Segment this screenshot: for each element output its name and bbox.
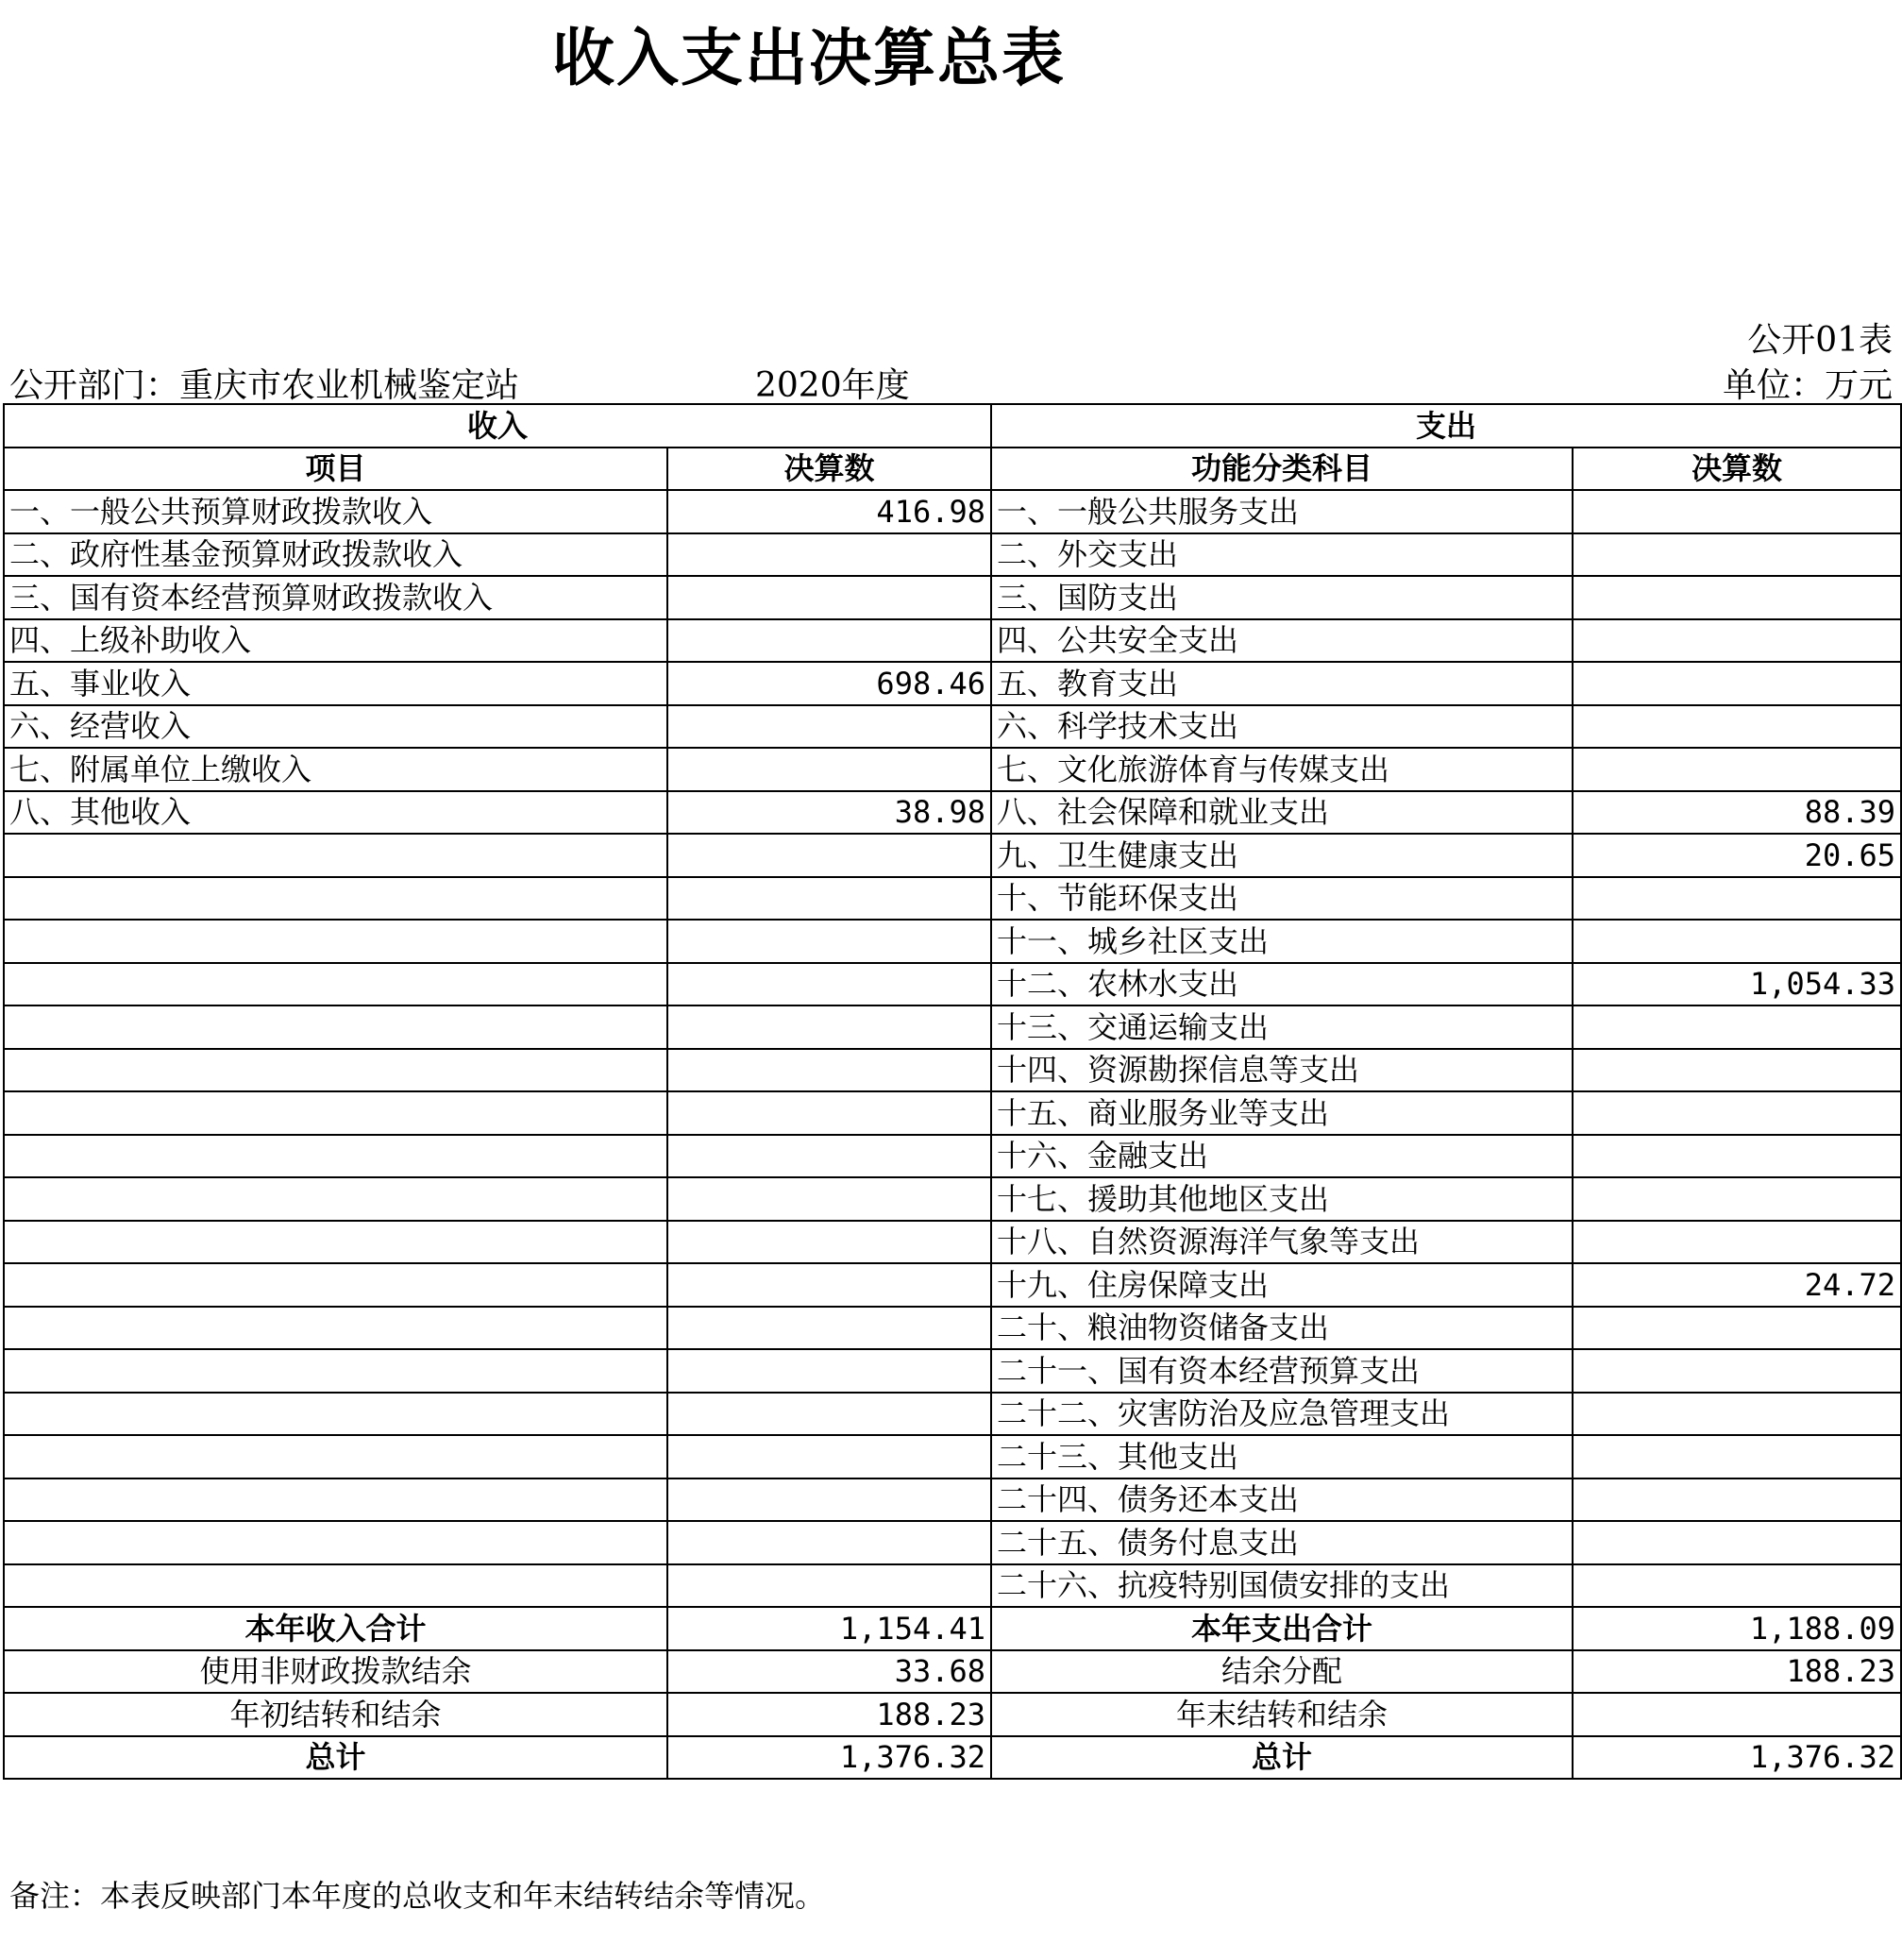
end-balance-label: 年末结转和结余 [991,1693,1573,1736]
expense-amount-cell [1573,1307,1901,1350]
income-amount-cell [667,920,991,963]
income-amount-cell [667,1478,991,1522]
income-amount-cell [667,1263,991,1307]
income-amount-cell [667,1435,991,1478]
expense-amount-cell: 24.72 [1573,1263,1901,1307]
total-income-value: 1,154.41 [667,1607,991,1650]
table-row [4,748,1901,791]
table-row [4,1349,1901,1393]
grand-total-row [4,1736,1901,1780]
income-item-cell: 七、附属单位上缴收入 [4,748,667,791]
expense-item-cell: 十四、资源勘探信息等支出 [991,1049,1573,1092]
expense-item-cell: 十七、援助其他地区支出 [991,1177,1573,1221]
table-row [4,662,1901,705]
page-title: 收入支出决算总表 [552,22,1066,94]
expense-amount-cell [1573,1221,1901,1264]
balance-row [4,1650,1901,1694]
expense-amount-cell: 1,054.33 [1573,963,1901,1006]
expense-item-cell: 四、公共安全支出 [991,619,1573,663]
income-item-cell [4,1177,667,1221]
income-item-cell [4,1049,667,1092]
total-row [4,1607,1901,1650]
table-row [4,1221,1901,1264]
income-item-cell [4,1307,667,1350]
table-row [4,877,1901,921]
expense-item-cell: 五、教育支出 [991,662,1573,705]
expense-item-cell: 二、外交支出 [991,533,1573,577]
income-item-cell [4,1349,667,1393]
header-row-1 [4,404,1901,448]
unit-label: 单位：万元 [1722,366,1893,405]
table-row [4,1049,1901,1092]
expense-amount-cell [1573,1005,1901,1049]
expense-item-cell: 二十六、抗疫特别国债安排的支出 [991,1564,1573,1608]
income-amount-cell [667,748,991,791]
table-row [4,1564,1901,1608]
expense-amount-cell [1573,1177,1901,1221]
expense-item-cell: 十五、商业服务业等支出 [991,1091,1573,1135]
table-row [4,533,1901,577]
income-item-cell [4,1091,667,1135]
footnote: 备注：本表反映部门本年度的总收支和年末结转结余等情况。 [9,1878,826,1914]
expense-amount-cell [1573,490,1901,533]
expense-amount-cell [1573,533,1901,577]
income-item-cell [4,1478,667,1522]
income-amount-cell [667,1393,991,1436]
income-amount-cell [667,1521,991,1564]
income-amount-cell [667,1135,991,1178]
income-amount-cell [667,1349,991,1393]
expense-item-cell: 六、科学技术支出 [991,705,1573,749]
expense-amount-cell: 20.65 [1573,834,1901,877]
total-expense-value: 1,188.09 [1573,1607,1901,1650]
table-row [4,1393,1901,1436]
income-amount-cell [667,533,991,577]
income-amount-cell [667,1221,991,1264]
expense-item-cell: 十二、农林水支出 [991,963,1573,1006]
expense-amount-cell [1573,748,1901,791]
income-item-cell: 八、其他收入 [4,791,667,835]
grand-income-value: 1,376.32 [667,1736,991,1780]
expense-item-cell: 九、卫生健康支出 [991,834,1573,877]
total-expense-label: 本年支出合计 [991,1607,1573,1650]
table-row [4,1091,1901,1135]
income-item-cell: 三、国有资本经营预算财政拨款收入 [4,576,667,619]
income-item-cell: 六、经营收入 [4,705,667,749]
total-income-label: 本年收入合计 [4,1607,667,1650]
expense-amount-cell [1573,1521,1901,1564]
expense-item-cell: 二十二、灾害防治及应急管理支出 [991,1393,1573,1436]
expense-amount-cell [1573,1091,1901,1135]
expense-amount-header: 决算数 [1573,448,1901,491]
nonfiscal-balance-label: 使用非财政拨款结余 [4,1650,667,1694]
table-row [4,1521,1901,1564]
expense-amount-cell [1573,576,1901,619]
income-header: 收入 [4,404,991,448]
expense-amount-cell [1573,1135,1901,1178]
expense-amount-cell [1573,1393,1901,1436]
income-item-cell [4,877,667,921]
income-amount-cell [667,1177,991,1221]
begin-balance-label: 年初结转和结余 [4,1693,667,1736]
table-row [4,1263,1901,1307]
income-item-cell [4,1564,667,1608]
year-label: 2020年度 [755,366,910,405]
table-row [4,705,1901,749]
income-item-cell [4,1263,667,1307]
expense-item-cell: 十、节能环保支出 [991,877,1573,921]
table-row [4,963,1901,1006]
item-header: 项目 [4,448,667,491]
income-item-cell: 二、政府性基金预算财政拨款收入 [4,533,667,577]
table-row [4,834,1901,877]
income-amount-cell [667,1564,991,1608]
expense-item-cell: 十一、城乡社区支出 [991,920,1573,963]
expense-amount-cell [1573,1435,1901,1478]
income-amount-cell [667,1307,991,1350]
carryover-row [4,1693,1901,1736]
table-row [4,1135,1901,1178]
nonfiscal-balance-value: 33.68 [667,1650,991,1694]
table-row [4,791,1901,835]
surplus-dist-value: 188.23 [1573,1650,1901,1694]
income-item-cell: 五、事业收入 [4,662,667,705]
table-row [4,619,1901,663]
expense-header: 支出 [991,404,1901,448]
expense-item-cell: 二十三、其他支出 [991,1435,1573,1478]
income-expense-table [3,403,1902,1780]
expense-item-cell: 二十一、国有资本经营预算支出 [991,1349,1573,1393]
expense-amount-cell [1573,1349,1901,1393]
expense-item-cell: 二十四、债务还本支出 [991,1478,1573,1522]
income-item-cell [4,920,667,963]
grand-income-label: 总计 [4,1736,667,1780]
func-category-header: 功能分类科目 [991,448,1573,491]
income-amount-cell: 416.98 [667,490,991,533]
income-item-cell: 一、一般公共预算财政拨款收入 [4,490,667,533]
income-item-cell [4,834,667,877]
income-amount-cell: 698.46 [667,662,991,705]
table-row [4,1435,1901,1478]
income-item-cell: 四、上级补助收入 [4,619,667,663]
expense-amount-cell [1573,1564,1901,1608]
income-item-cell [4,1435,667,1478]
expense-amount-cell [1573,1049,1901,1092]
expense-amount-cell: 88.39 [1573,791,1901,835]
begin-balance-value: 188.23 [667,1693,991,1736]
expense-item-cell: 十六、金融支出 [991,1135,1573,1178]
grand-expense-label: 总计 [991,1736,1573,1780]
surplus-dist-label: 结余分配 [991,1650,1573,1694]
income-amount-header: 决算数 [667,448,991,491]
income-amount-cell: 38.98 [667,791,991,835]
income-amount-cell [667,1005,991,1049]
expense-amount-cell [1573,662,1901,705]
income-amount-cell [667,877,991,921]
income-item-cell [4,963,667,1006]
table-row [4,1478,1901,1522]
expense-item-cell: 一、一般公共服务支出 [991,490,1573,533]
end-balance-value [1573,1693,1901,1736]
expense-item-cell: 十八、自然资源海洋气象等支出 [991,1221,1573,1264]
income-amount-cell [667,576,991,619]
expense-amount-cell [1573,705,1901,749]
expense-item-cell: 三、国防支出 [991,576,1573,619]
expense-item-cell: 七、文化旅游体育与传媒支出 [991,748,1573,791]
table-row [4,1177,1901,1221]
income-amount-cell [667,834,991,877]
table-row [4,1307,1901,1350]
income-item-cell [4,1393,667,1436]
income-amount-cell [667,963,991,1006]
income-item-cell [4,1005,667,1049]
income-amount-cell [667,619,991,663]
income-amount-cell [667,1091,991,1135]
expense-item-cell: 十九、住房保障支出 [991,1263,1573,1307]
expense-item-cell: 二十、粮油物资储备支出 [991,1307,1573,1350]
table-row [4,1005,1901,1049]
form-number: 公开01表 [1747,321,1893,360]
expense-item-cell: 八、社会保障和就业支出 [991,791,1573,835]
table-row [4,576,1901,619]
expense-item-cell: 二十五、债务付息支出 [991,1521,1573,1564]
table-row [4,920,1901,963]
header-row-2 [4,448,1901,491]
table-row [4,490,1901,533]
expense-amount-cell [1573,877,1901,921]
expense-amount-cell [1573,920,1901,963]
expense-item-cell: 十三、交通运输支出 [991,1005,1573,1049]
expense-amount-cell [1573,619,1901,663]
income-item-cell [4,1221,667,1264]
income-amount-cell [667,705,991,749]
income-item-cell [4,1521,667,1564]
department-label: 公开部门：重庆市农业机械鉴定站 [9,366,520,405]
income-item-cell [4,1135,667,1178]
income-amount-cell [667,1049,991,1092]
grand-expense-value: 1,376.32 [1573,1736,1901,1780]
expense-amount-cell [1573,1478,1901,1522]
